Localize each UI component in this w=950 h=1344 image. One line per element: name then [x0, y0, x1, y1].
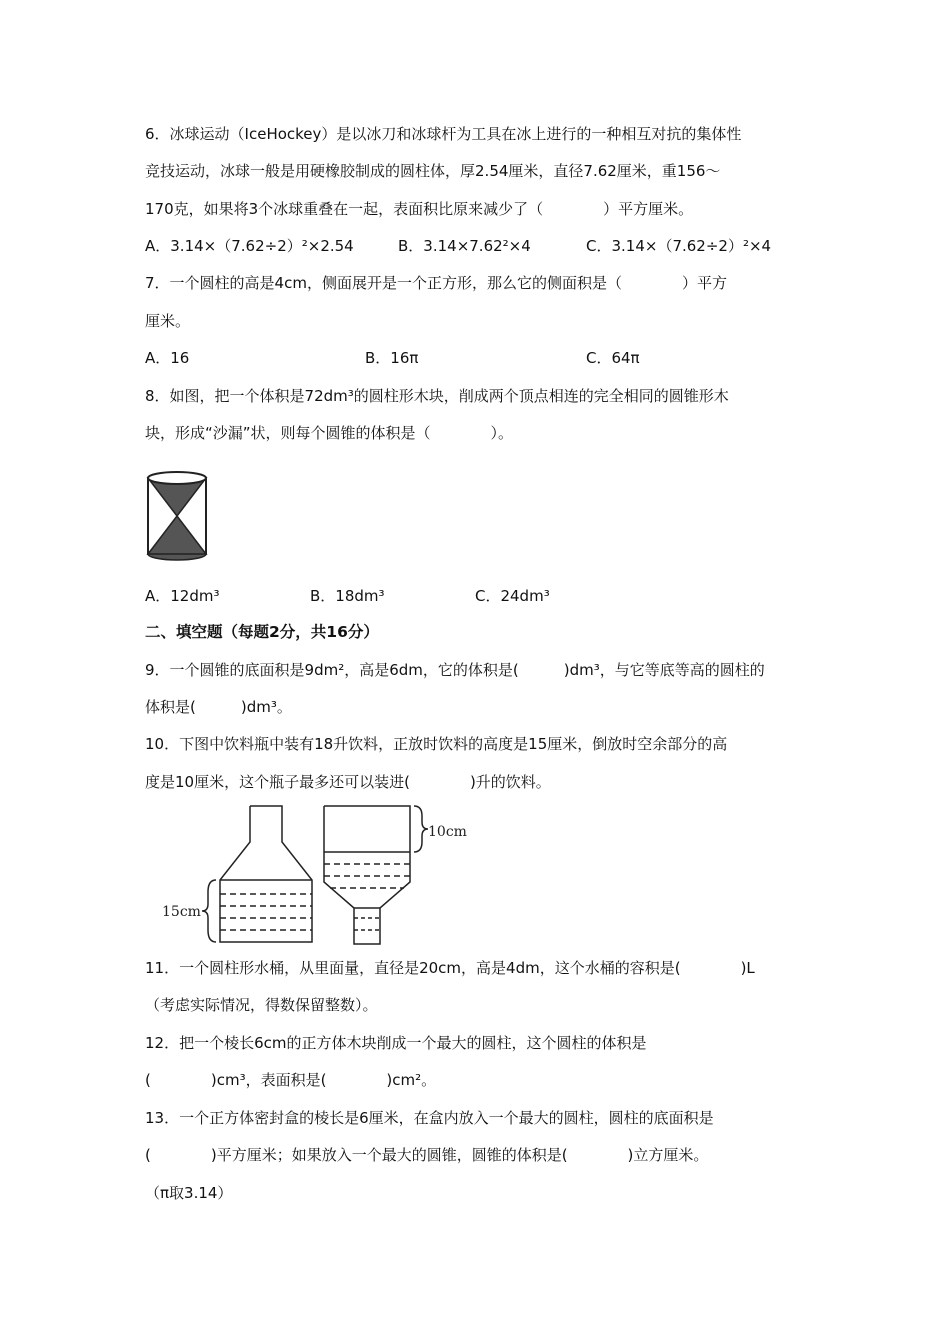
q6-line-2: 竞技运动，冰球一般是用硬橡胶制成的圆柱体，厚2.54厘米，直径7.62厘米，重156～	[145, 162, 721, 180]
q7-option-c: C．64π	[586, 349, 640, 367]
q13-line-2: ( )平方厘米；如果放入一个最大的圆锥，圆锥的体积是( )立方厘米。	[145, 1146, 709, 1164]
q6-option-c: C．3.14×（7.62÷2）²×4	[586, 237, 772, 255]
q13-line-3: （π取3.14）	[145, 1184, 233, 1202]
q8-option-b: B．18dm³	[310, 587, 385, 605]
q7-line-1: 7．一个圆柱的高是4cm，侧面展开是一个正方形，那么它的侧面积是（ ）平方	[145, 274, 727, 292]
q8-line-2: 块，形成“沙漏”状，则每个圆锥的体积是（ ）。	[145, 424, 514, 442]
q7-option-b: B．16π	[365, 349, 419, 367]
q8-line-1: 8．如图，把一个体积是72dm³的圆柱形木块，削成两个顶点相连的完全相同的圆锥形木	[145, 387, 729, 405]
q9-line-2: 体积是( )dm³。	[145, 698, 292, 716]
q10-line-1: 10．下图中饮料瓶中装有18升饮料，正放时饮料的高度是15厘米，倒放时空余部分的高	[145, 735, 728, 753]
bottle-figure	[150, 800, 480, 950]
q7-line-2: 厘米。	[145, 312, 191, 330]
section-2-title: 二、填空题（每题2分，共16分）	[145, 623, 379, 641]
q6-option-b: B．3.14×7.62²×4	[398, 237, 531, 255]
upright-bottle	[220, 806, 312, 942]
q6-line-1: 6．冰球运动（IceHockey）是以冰刀和冰球杆为工具在冰上进行的一种相互对抗的集体性	[145, 125, 742, 143]
q12-line-1: 12．把一个棱长6cm的正方体木块削成一个最大的圆柱，这个圆柱的体积是	[145, 1034, 647, 1052]
inverted-bottle	[324, 806, 410, 944]
q13-line-1: 13．一个正方体密封盒的棱长是6厘米，在盒内放入一个最大的圆柱，圆柱的底面积是	[145, 1109, 714, 1127]
q8-option-c: C．24dm³	[475, 587, 550, 605]
brace-10cm	[414, 806, 428, 852]
q11-line-2: （考虑实际情况，得数保留整数）。	[145, 996, 378, 1014]
q6-option-a: A．3.14×（7.62÷2）²×2.54	[145, 237, 354, 255]
q11-line-1: 11．一个圆柱形水桶，从里面量，直径是20cm，高是4dm，这个水桶的容积是( )L	[145, 959, 755, 977]
label-15cm: 15cm	[162, 904, 201, 920]
q10-line-2: 度是10厘米，这个瓶子最多还可以装进( )升的饮料。	[145, 773, 551, 791]
q8-option-a: A．12dm³	[145, 587, 220, 605]
label-10cm: 10cm	[428, 824, 467, 840]
hourglass-cylinder-figure	[140, 468, 216, 564]
brace-15cm	[202, 880, 216, 942]
q12-line-2: ( )cm³，表面积是( )cm²。	[145, 1071, 437, 1089]
q6-line-3: 170克，如果将3个冰球重叠在一起，表面积比原来减少了（ ）平方厘米。	[145, 200, 694, 218]
q9-line-1: 9．一个圆锥的底面积是9dm²，高是6dm，它的体积是( )dm³，与它等底等高的圆柱的	[145, 661, 765, 679]
q7-option-a: A．16	[145, 349, 190, 367]
